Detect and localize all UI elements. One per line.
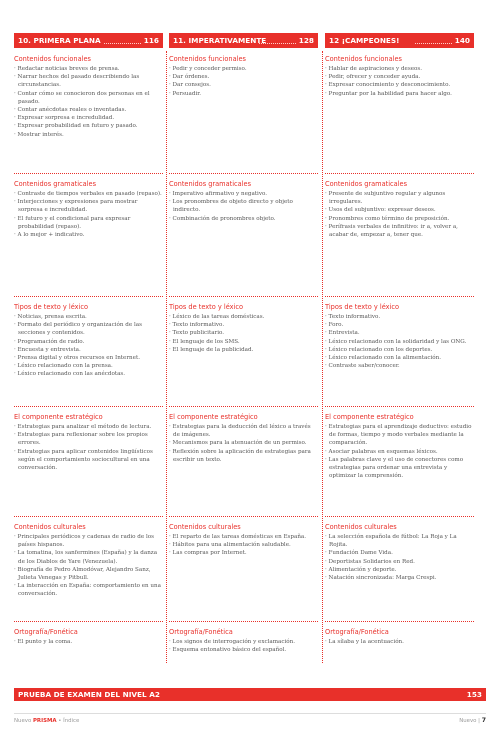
unit-column-10 (14, 33, 163, 663)
section-divider (14, 621, 163, 622)
section-divider (169, 621, 318, 622)
exam-title: PRUEBA DE EXAMEN DEL NIVEL A2 (18, 690, 160, 699)
section-item: · El lenguaje de la publicidad. (169, 346, 254, 353)
unit-page: 140 (454, 36, 470, 45)
section-item: · La interacción en España: comportamiento en una conversación. (14, 583, 161, 598)
section-divider (169, 173, 318, 174)
footer-suffix: • Índice (56, 718, 80, 724)
section-item: · Los pronombres de objeto directo y objeto indirecto. (169, 199, 293, 214)
column-divider (166, 51, 167, 663)
section-item: · Expresar conocimiento y desconocimiento. (325, 82, 451, 89)
section-item: · Hábitos para una alimentación saludable. (169, 542, 291, 549)
section-item: · Hablar de aspiraciones y deseos. (325, 66, 423, 72)
section-item: · Los signos de interrogación y exclamación. (169, 639, 296, 645)
section-item: · Encuesta y entrevista. (14, 346, 81, 353)
section-item: · Preguntar por la habilidad para hacer algo. (325, 90, 452, 97)
section-title: Contenidos gramaticales (169, 180, 252, 188)
footer-rule (14, 713, 486, 714)
section-title: Contenidos funcionales (169, 55, 246, 63)
section-item: · Natación sincronizada: Marga Crespi. (325, 575, 437, 582)
section-divider (325, 296, 474, 297)
section-item: · Narrar hechos del pasado describiendo las circunstancias. (14, 74, 140, 89)
section-item: · Léxico relacionado con la prensa. (14, 363, 113, 370)
section-item: · La selección española de fútbol: La Roja y La Rojita. (325, 534, 457, 549)
section-ortografia-fonetica (169, 628, 318, 654)
exam-page: 153 (466, 690, 482, 699)
section-item: · Texto informativo. (325, 314, 381, 320)
footer-left (14, 718, 79, 724)
section-contenidos-culturales (169, 523, 318, 558)
section-title: El componente estratégico (169, 413, 258, 421)
section-item: · La sílaba y la acentuación. (325, 639, 404, 645)
unit-column-12 (325, 33, 474, 663)
section-item: · Mostrar interés. (14, 131, 64, 138)
section-divider (325, 621, 474, 622)
section-item: · El reparto de las tareas domésticas en España. (169, 534, 307, 540)
footer-right: Nuevo | 7 (459, 717, 486, 724)
section-tipos-de-texto (169, 303, 318, 354)
section-item: · El futuro y el condicional para expresar probabilidad (repaso). (14, 215, 131, 230)
section-ortografia-fonetica (325, 628, 474, 646)
section-item: · Contraste saber/conocer. (325, 363, 400, 370)
unit-title: 10. PRIMERA PLANA (18, 36, 101, 45)
section-item: · Dar órdenes. (169, 74, 210, 81)
section-item: · Prensa digital y otros recursos en Internet. (14, 355, 140, 362)
section-divider (14, 516, 163, 517)
section-divider (325, 516, 474, 517)
section-title: El componente estratégico (325, 413, 414, 421)
section-item: · Léxico relacionado con los deportes. (325, 346, 433, 353)
section-item: · Las compras por Internet. (169, 550, 247, 557)
section-item: · Reflexión sobre la aplicación de estrategias para escribir un texto. (169, 448, 311, 463)
section-title: Contenidos gramaticales (14, 180, 97, 188)
unit-header (14, 33, 163, 48)
section-contenidos-funcionales (325, 55, 474, 98)
section-tipos-de-texto (14, 303, 163, 379)
section-item: · A lo mejor + indicativo. (14, 232, 85, 239)
section-item: · Asociar palabras en esquemas léxicos. (325, 448, 438, 455)
units-columns (14, 33, 486, 663)
section-item: · Estrategias para reflexionar sobre los propios errores. (14, 432, 148, 447)
section-item: · Programación de radio. (14, 338, 85, 345)
section-item: · Texto publicitario. (169, 330, 225, 337)
section-item: · Imperativo afirmativo y negativo. (169, 191, 268, 197)
section-divider (325, 406, 474, 407)
section-componente-estrategico (325, 413, 474, 480)
section-item: · Fundación Dame Vida. (325, 550, 393, 557)
unit-header (325, 33, 474, 48)
section-item: · Estrategias para analizar el método de lectura. (14, 424, 152, 430)
section-title: Contenidos funcionales (14, 55, 91, 63)
section-contenidos-culturales (325, 523, 474, 582)
section-divider (14, 406, 163, 407)
section-title: Contenidos gramaticales (325, 180, 408, 188)
section-ortografia-fonetica (14, 628, 163, 646)
section-divider (14, 296, 163, 297)
section-item: · Las palabras clave y el uso de conectores como estrategias para ordenar una entrevista y optimizar la comprensión. (325, 456, 464, 480)
section-item: · Biografía de Pedro Almodóvar, Alejandro Sanz, Julieta Venegas y Pitbull. (14, 566, 151, 582)
section-item: · Formato del periódico y organización de las secciones y contenidos. (14, 322, 142, 337)
section-title: Tipos de texto y léxico (325, 303, 400, 311)
section-contenidos-gramaticales (169, 180, 318, 223)
section-contenidos-gramaticales (325, 180, 474, 239)
section-item: · Esquema entonativo básico del español. (169, 647, 287, 654)
section-contenidos-funcionales (169, 55, 318, 98)
section-item: · Estrategias para aplicar contenidos lingüísticos según el comportamiento sociocultural en una conversación. (14, 448, 153, 472)
footer-right-label: Nuevo (459, 718, 479, 724)
section-title: Tipos de texto y léxico (169, 303, 244, 311)
section-item: · Presente de subjuntivo regular y algunos irregulares. (325, 191, 446, 206)
section-componente-estrategico (169, 413, 318, 464)
section-item: · Interjecciones y expresiones para mostrar sorpresa e incredulidad. (14, 199, 138, 214)
section-title: El componente estratégico (14, 413, 103, 421)
section-item: · El punto y la coma. (14, 639, 73, 645)
unit-page: 116 (143, 36, 159, 45)
section-item: · Mecanismos para la atenuación de un permiso. (169, 440, 307, 447)
section-item: · Estrategias para la deducción del léxico a través de imágenes. (169, 424, 311, 439)
section-item: · Noticias, prensa escrita. (14, 314, 87, 320)
section-item: · Principales periódicos y cadenas de radio de los países hispanos. (14, 534, 154, 549)
column-divider (322, 51, 323, 663)
page-number: 7 (481, 717, 486, 724)
section-item: · Persuadir. (169, 90, 202, 97)
section-item: · Léxico relacionado con la alimentación. (325, 355, 442, 362)
section-item: · Contar cómo se conocieron dos personas en el pasado. (14, 90, 150, 105)
section-title: Contenidos culturales (169, 523, 241, 531)
section-item: · Pedir y conceder permiso. (169, 66, 247, 72)
section-item: · Foro. (325, 322, 344, 329)
section-item: · Contar anécdotas reales o inventadas. (14, 107, 127, 114)
section-contenidos-culturales (14, 523, 163, 599)
section-title: Ortografía/Fonética (14, 628, 78, 636)
footer-prefix: Nuevo (14, 718, 33, 724)
section-divider (169, 406, 318, 407)
section-contenidos-gramaticales (14, 180, 163, 239)
section-item: · Deportistas Solidarios en Red. (325, 558, 415, 565)
section-item: · Expresar probabilidad en futuro y pasado. (14, 123, 138, 130)
section-item: · Estrategias para el aprendizaje deductivo: estudio de formas, tiempo y modo verbales mediante la comparación. (325, 424, 472, 447)
section-item: · La tomatina, los sanfermines (España) y la danza de los Diablos de Yare (Venezuela). (14, 550, 158, 565)
exam-bar[interactable] (14, 688, 486, 701)
unit-title: 12 ¡CAMPEONES! (329, 36, 400, 45)
section-componente-estrategico (14, 413, 163, 472)
section-divider (325, 173, 474, 174)
section-item: · Pedir, ofrecer y conceder ayuda. (325, 74, 421, 81)
section-title: Ortografía/Fonética (169, 628, 233, 636)
section-title: Contenidos culturales (14, 523, 86, 531)
section-divider (169, 516, 318, 517)
section-item: · Texto informativo. (169, 322, 225, 329)
section-item: · Alimentación y deporte. (325, 566, 397, 573)
unit-title: 11. IMPERATIVAMENTE (173, 36, 267, 45)
section-title: Contenidos funcionales (325, 55, 402, 63)
section-item: · Perífrasis verbales de infinitivo: ir a, volver a, acabar de, empezar a, tener que. (325, 223, 458, 239)
section-item: · Dar consejos. (169, 82, 211, 89)
section-item: · Léxico relacionado con las anécdotas. (14, 371, 126, 378)
section-item: · Redactar noticias breves de prensa. (14, 66, 120, 72)
section-item: · Usos del subjuntivo: expresar deseos. (325, 207, 436, 214)
unit-page: 128 (298, 36, 314, 45)
section-item: · Léxico de las tareas domésticas. (169, 314, 265, 320)
section-title: Tipos de texto y léxico (14, 303, 89, 311)
section-item: · Contraste de tiempos verbales en pasado (repaso). (14, 191, 162, 197)
section-divider (14, 173, 163, 174)
section-item: · El lenguaje de los SMS. (169, 338, 240, 345)
section-item: · Léxico relacionado con la solidaridad y las ONG. (325, 338, 467, 345)
unit-column-11 (169, 33, 318, 663)
section-item: · Pronombres como término de preposición. (325, 215, 450, 222)
unit-header (169, 33, 318, 48)
section-contenidos-funcionales (14, 55, 163, 139)
section-item: · Expresar sorpresa e incredulidad. (14, 115, 115, 122)
section-tipos-de-texto (325, 303, 474, 370)
section-title: Contenidos culturales (325, 523, 397, 531)
section-item: · Combinación de pronombres objeto. (169, 215, 276, 222)
brand-name: PRISMA (32, 718, 57, 724)
section-title: Ortografía/Fonética (325, 628, 389, 636)
section-item: · Entrevista. (325, 330, 360, 337)
section-divider (169, 296, 318, 297)
